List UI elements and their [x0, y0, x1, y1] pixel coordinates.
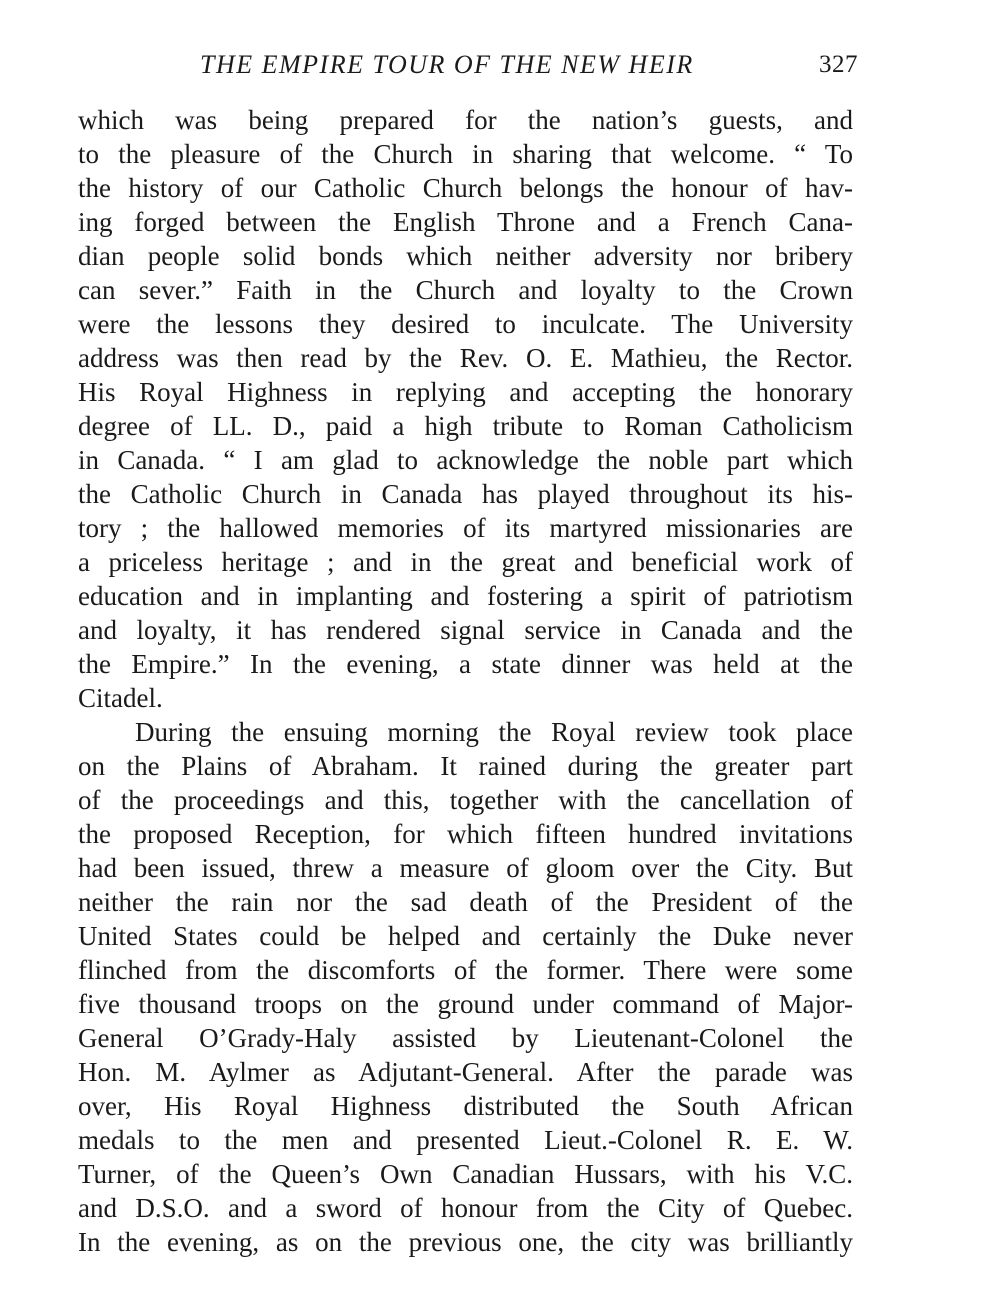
page-number: 327 [819, 51, 858, 78]
text-line: Turner, of the Queen’s Own Canadian Hussars, with his V.C. [78, 1159, 853, 1189]
text-line: tory ; the hallowed memories of its martyred missionaries are [78, 513, 853, 543]
text-line: a priceless heritage ; and in the great and beneficial work of [78, 547, 853, 577]
text-line: the proposed Reception, for which fifteen hundred invitations [78, 819, 853, 849]
text-line: United States could be helped and certainly the Duke never [78, 921, 853, 951]
running-header [78, 50, 858, 86]
text-line: had been issued, threw a measure of gloom over the City. But [78, 853, 853, 883]
text-line: His Royal Highness in replying and accepting the honorary [78, 377, 853, 407]
text-line: neither the rain nor the sad death of the President of the [78, 887, 853, 917]
text-line: flinched from the discomforts of the former. There were some [78, 955, 853, 985]
text-line: During the ensuing morning the Royal review took place [135, 717, 853, 747]
text-line: In the evening, as on the previous one, the city was brilliantly [78, 1227, 853, 1257]
text-line: dian people solid bonds which neither adversity nor bribery [78, 241, 853, 271]
body-text [78, 103, 853, 1259]
text-line: General O’Grady-Haly assisted by Lieutenant-Colonel the [78, 1023, 853, 1053]
text-line: and loyalty, it has rendered signal service in Canada and the [78, 615, 853, 645]
text-line: the Catholic Church in Canada has played throughout its his- [78, 479, 853, 509]
text-line: education and in implanting and fostering a spirit of patriotism [78, 581, 853, 611]
text-line: of the proceedings and this, together with the cancellation of [78, 785, 853, 815]
text-line: over, His Royal Highness distributed the South African [78, 1091, 853, 1121]
paragraph-1 [78, 103, 853, 715]
text-line: Hon. M. Aylmer as Adjutant-General. After the parade was [78, 1057, 853, 1087]
text-line: which was being prepared for the nation’s guests, and [78, 105, 853, 135]
text-line: ing forged between the English Throne and a French Cana- [78, 207, 853, 237]
text-line: the history of our Catholic Church belongs the honour of hav- [78, 173, 853, 203]
text-line: on the Plains of Abraham. It rained during the greater part [78, 751, 853, 781]
paragraph-2 [78, 715, 853, 1259]
text-line: in Canada. “ I am glad to acknowledge the noble part which [78, 445, 853, 475]
text-line: to the pleasure of the Church in sharing that welcome. “ To [78, 139, 853, 169]
text-line: medals to the men and presented Lieut.-Colonel R. E. W. [78, 1125, 853, 1155]
text-line: Citadel. [78, 683, 163, 713]
running-header-title: THE EMPIRE TOUR OF THE NEW HEIR [200, 50, 694, 79]
text-line: can sever.” Faith in the Church and loyalty to the Crown [78, 275, 853, 305]
text-line: the Empire.” In the evening, a state dinner was held at the [78, 649, 853, 679]
text-line: were the lessons they desired to inculcate. The University [78, 309, 853, 339]
text-line: five thousand troops on the ground under command of Major- [78, 989, 853, 1019]
text-line: and D.S.O. and a sword of honour from the City of Quebec. [78, 1193, 853, 1223]
text-line: address was then read by the Rev. O. E. Mathieu, the Rector. [78, 343, 853, 373]
text-line: degree of LL. D., paid a high tribute to Roman Catholicism [78, 411, 853, 441]
